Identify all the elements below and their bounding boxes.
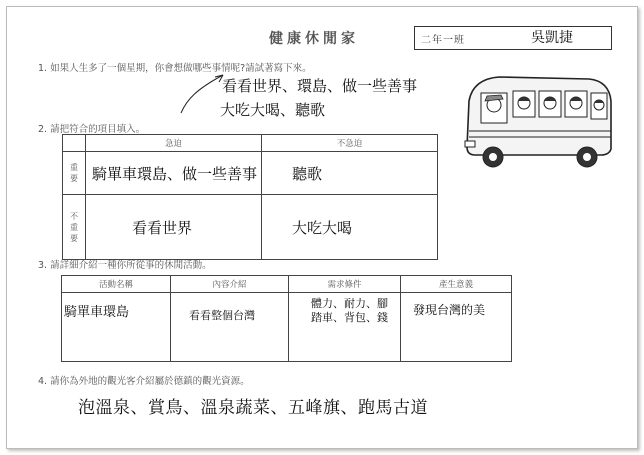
- header-activity-name: 活動名稱: [62, 276, 171, 293]
- row-header-important: 重要: [63, 152, 86, 195]
- header-meaning: 產生意義: [401, 276, 512, 293]
- q4-answer: 泡溫泉、賞鳥、溫泉蔬菜、五峰旗、跑馬古道: [78, 398, 428, 418]
- cell-not-important-urgent: 看看世界: [86, 195, 262, 260]
- question-4: 4. 請你為外地的觀光客介紹屬於德鎮的觀光資源。: [38, 376, 250, 387]
- col-header-urgent: 急迫: [86, 135, 262, 152]
- cell-important-urgent: 騎單車環島、做一些善事: [86, 152, 262, 195]
- worksheet-title: 健康休閒家: [269, 31, 359, 47]
- student-name: 吳凱捷: [531, 30, 573, 46]
- class-label: 二年一班: [421, 35, 465, 46]
- question-1: 1. 如果人生多了一個星期，你會想做哪些事情呢?請試著寫下來。: [38, 63, 312, 74]
- question-2: 2. 請把符合的項目填入。: [38, 124, 146, 135]
- bus-illustration: [459, 71, 619, 171]
- priority-matrix-table: [62, 134, 438, 260]
- name-box: [414, 26, 612, 50]
- activity-meaning-value: 發現台灣的美: [401, 293, 512, 362]
- cell-not-important-not-urgent: 大吃大喝: [262, 195, 438, 260]
- activity-table: [61, 275, 512, 362]
- col-header-not-urgent: 不急迫: [262, 135, 438, 152]
- activity-name-value: 騎單車環島: [62, 293, 171, 362]
- cell-important-not-urgent: 聽歌: [262, 152, 438, 195]
- activity-requirements-value: 體力、耐力、腳踏車、背包、錢: [289, 293, 401, 362]
- q1-answer-line-2: 大吃大喝、聽歌: [220, 101, 326, 119]
- activity-content-value: 看看整個台灣: [171, 293, 289, 362]
- worksheet-page: [6, 6, 638, 449]
- row-header-not-important: 不重要: [63, 195, 86, 260]
- question-3: 3. 請詳細介紹一種你所從事的休閒活動。: [38, 260, 212, 271]
- header-content: 內容介紹: [171, 276, 289, 293]
- corner-cell: [63, 135, 86, 152]
- header-requirements: 需求條件: [289, 276, 401, 293]
- q1-answer-line-1: 看看世界、環島、做一些善事: [222, 77, 418, 95]
